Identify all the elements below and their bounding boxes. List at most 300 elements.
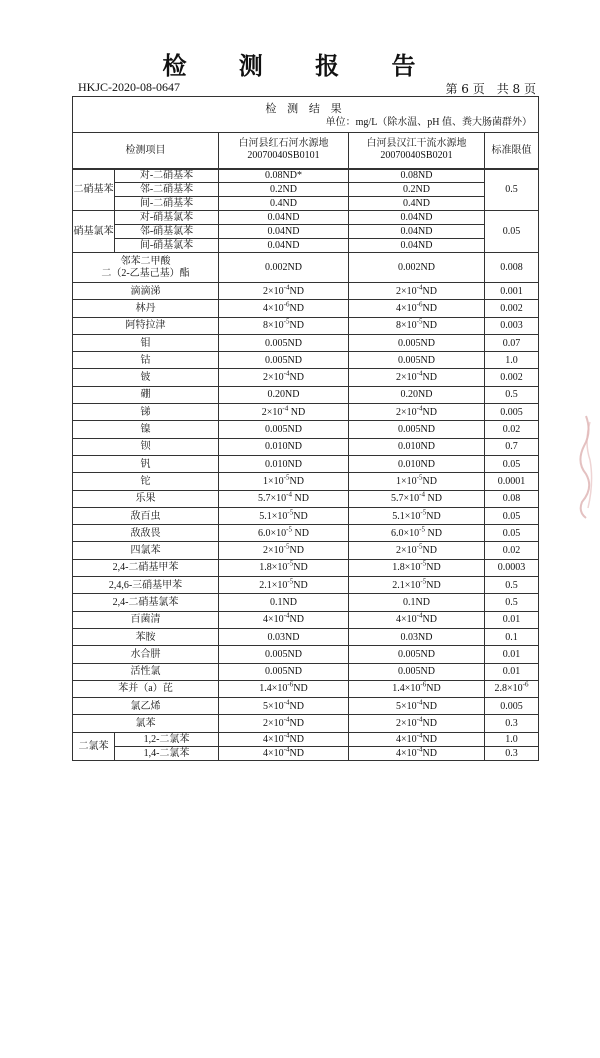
table-row: [73, 628, 539, 645]
value-site-1-suffix: ND: [289, 747, 304, 759]
value-site-1-base: 0.005ND: [265, 424, 302, 436]
value-site-2-base: 0.005ND: [398, 337, 435, 349]
value-site-2-base: 2×10: [396, 545, 417, 557]
table-row: [73, 746, 539, 760]
value-site-1-suffix: ND: [289, 475, 304, 487]
value-site-2-suffix: ND: [422, 285, 437, 297]
limit-value: 0.0003: [485, 559, 539, 576]
value-site-1-base: 2×10: [263, 545, 284, 557]
value-site-1: [219, 732, 349, 746]
table-row: [73, 594, 539, 611]
table-row: [73, 386, 539, 403]
group-label-text: 二硝基苯: [73, 184, 114, 196]
value-site-1-base: 2×10: [263, 372, 284, 384]
value-site-2-exponent: -4: [416, 404, 423, 413]
value-site-1: [219, 507, 349, 524]
value-site-1-exponent: -5: [287, 560, 294, 569]
value-site-2-base: 6.0×10: [391, 527, 420, 539]
value-site-2: [349, 746, 485, 760]
value-site-2: [349, 334, 485, 351]
table-row: [73, 525, 539, 542]
value-site-2-suffix: ND: [422, 747, 437, 759]
value-site-1: [219, 698, 349, 715]
value-site-2: 0.002ND: [349, 253, 485, 283]
item-name: 苯并（a）芘: [73, 680, 219, 697]
value-site-1: 0.04ND: [219, 225, 349, 239]
value-site-2: [349, 317, 485, 334]
item-name: 硼: [73, 386, 219, 403]
results-header-cell: [73, 97, 539, 133]
value-site-1-exponent: -5: [283, 542, 290, 551]
value-site-2-exponent: -5: [420, 560, 427, 569]
value-site-1-exponent: -5: [287, 508, 294, 517]
table-row: [73, 507, 539, 524]
value-site-2-base: 2×10: [396, 718, 417, 730]
limit-value: 0.005: [485, 698, 539, 715]
value-site-2-exponent: -5: [419, 525, 426, 534]
value-site-2: [349, 698, 485, 715]
limit-value: 0.7: [485, 438, 539, 455]
limit-value-exponent: -6: [522, 681, 529, 690]
value-site-2: [349, 507, 485, 524]
value-site-2-exponent: -4: [416, 611, 423, 620]
value-site-1: [219, 746, 349, 760]
value-site-1: [219, 559, 349, 576]
limit-value: 0.5: [485, 169, 539, 211]
value-site-2-exponent: -5: [416, 317, 423, 326]
value-site-1-base: 5×10: [263, 700, 284, 712]
value-site-1-exponent: -4: [283, 732, 290, 740]
value-site-2: [349, 628, 485, 645]
limit-value: 0.08: [485, 490, 539, 507]
value-site-2-exponent: -6: [416, 300, 423, 309]
value-site-1-suffix: ND: [289, 718, 304, 730]
value-site-1: 0.2ND: [219, 183, 349, 197]
value-site-1-base: 4×10: [263, 733, 284, 745]
table-row: [73, 225, 539, 239]
sub-item-name: 对-二硝基苯: [115, 169, 219, 183]
value-site-1: [219, 386, 349, 403]
value-site-2: [349, 663, 485, 680]
table-row: [73, 183, 539, 197]
value-site-1-base: 4×10: [263, 614, 284, 626]
value-site-2-suffix: ND: [422, 302, 437, 314]
limit-value: 0.05: [485, 525, 539, 542]
item-name: 水合肼: [73, 646, 219, 663]
item-name: 钼: [73, 334, 219, 351]
item-name-line-1: 邻苯二甲酸: [120, 255, 171, 267]
value-site-1: [219, 438, 349, 455]
table-row: [73, 421, 539, 438]
value-site-1: 0.002ND: [219, 253, 349, 283]
value-site-2-suffix: ND: [422, 545, 437, 557]
value-site-1-base: 1.8×10: [259, 562, 288, 574]
header-site-2: [349, 133, 485, 169]
value-site-1-base: 2×10: [263, 285, 284, 297]
site-1-name: 白河县红石河水源地: [238, 138, 329, 150]
value-site-2-base: 2×10: [396, 285, 417, 297]
table-row: [73, 438, 539, 455]
value-site-1-base: 0.005ND: [265, 354, 302, 366]
value-site-2-base: 4×10: [396, 614, 417, 626]
value-site-2-exponent: -4: [416, 746, 423, 754]
limit-value: 0.05: [485, 455, 539, 472]
limit-value: 0.01: [485, 646, 539, 663]
item-name: 钡: [73, 438, 219, 455]
value-site-1-base: 0.010ND: [265, 441, 302, 453]
value-site-2: [349, 352, 485, 369]
value-site-2-suffix: ND: [426, 510, 441, 522]
value-site-2-base: 1.8×10: [392, 562, 421, 574]
value-site-2: [349, 611, 485, 628]
value-site-2: [349, 404, 485, 421]
limit-value: 0.5: [485, 577, 539, 594]
results-title: 检 测 结 果: [265, 102, 346, 115]
value-site-2-suffix: ND: [425, 527, 442, 539]
value-site-1-base: 0.005ND: [265, 337, 302, 349]
value-site-2-exponent: -4: [416, 732, 423, 740]
group-label: 二氯苯: [73, 732, 115, 760]
table-row: [73, 334, 539, 351]
header-site-1: [219, 133, 349, 169]
value-site-1: [219, 404, 349, 421]
value-site-1: [219, 283, 349, 300]
value-site-1-base: 0.20ND: [267, 389, 300, 401]
value-site-2-exponent: -4: [419, 490, 426, 499]
value-site-2: [349, 421, 485, 438]
limit-value-base: 2.8×10: [494, 683, 523, 695]
value-site-1-base: 0.005ND: [265, 648, 302, 660]
table-row: [73, 239, 539, 253]
limit-value: 1.0: [485, 732, 539, 746]
value-site-1-exponent: -5: [287, 577, 294, 586]
value-site-2-base: 2×10: [396, 372, 417, 384]
value-site-2-base: 4×10: [396, 733, 417, 745]
value-site-1-suffix: ND: [289, 700, 304, 712]
table-row: [73, 490, 539, 507]
value-site-1-exponent: -5: [283, 473, 290, 482]
value-site-1: [219, 525, 349, 542]
item-name: 2,4-二硝基氯苯: [73, 594, 219, 611]
value-site-2-suffix: ND: [426, 579, 441, 591]
value-site-2-suffix: ND: [422, 475, 437, 487]
site-1-code: 20070040SB0101: [247, 150, 320, 162]
limit-value: 0.0001: [485, 473, 539, 490]
value-site-2-exponent: -4: [416, 698, 423, 707]
value-site-1-exponent: -4: [286, 490, 293, 499]
value-site-2-suffix: ND: [426, 683, 441, 695]
item-name: 氯苯: [73, 715, 219, 732]
value-site-2-base: 8×10: [396, 320, 417, 332]
value-site-2-base: 4×10: [396, 302, 417, 314]
value-site-1-exponent: -4: [283, 698, 290, 707]
value-site-1-suffix: ND: [292, 527, 309, 539]
value-site-1: [219, 577, 349, 594]
value-site-2-base: 0.010ND: [398, 441, 435, 453]
value-site-1: [219, 663, 349, 680]
value-site-2: [349, 490, 485, 507]
value-site-2: [349, 732, 485, 746]
limit-value: 0.008: [485, 253, 539, 283]
table-row: [73, 698, 539, 715]
value-site-2-base: 0.005ND: [398, 648, 435, 660]
value-site-1: [219, 455, 349, 472]
item-name: 铊: [73, 473, 219, 490]
value-site-1-suffix: ND: [293, 510, 308, 522]
page-indicator: 第 6 页 共 8 页: [445, 82, 536, 96]
limit-value: 1.0: [485, 352, 539, 369]
sub-item-name: 邻-硝基氯苯: [115, 225, 219, 239]
item-name: 敌百虫: [73, 507, 219, 524]
value-site-1-exponent: -4: [283, 746, 290, 754]
value-site-2-base: 0.005ND: [398, 666, 435, 678]
value-site-1: [219, 646, 349, 663]
value-site-1: 0.4ND: [219, 197, 349, 211]
value-site-1-base: 8×10: [263, 320, 284, 332]
value-site-1: [219, 421, 349, 438]
limit-value: [485, 680, 539, 697]
item-name: 四氯苯: [73, 542, 219, 559]
value-site-1-suffix: ND: [289, 285, 304, 297]
value-site-2: [349, 438, 485, 455]
table-row: [73, 611, 539, 628]
value-site-1-suffix: ND: [289, 302, 304, 314]
value-site-2-base: 2.1×10: [392, 579, 421, 591]
value-site-1-suffix: ND: [289, 320, 304, 332]
group-label-text: 硝基氯苯: [73, 226, 114, 237]
value-site-1: [219, 715, 349, 732]
value-site-1-suffix: ND: [289, 372, 304, 384]
limit-value: 0.5: [485, 386, 539, 403]
item-name: 铍: [73, 369, 219, 386]
table-row: [73, 197, 539, 211]
value-site-1-suffix: ND: [289, 545, 304, 557]
value-site-2: [349, 386, 485, 403]
table-row: [73, 542, 539, 559]
limit-value: 0.002: [485, 369, 539, 386]
sub-item-name: 1,4-二氯苯: [115, 746, 219, 760]
value-site-1-exponent: -6: [283, 300, 290, 309]
value-site-1-base: 4×10: [263, 302, 284, 314]
value-site-1: [219, 490, 349, 507]
site-2-code: 20070040SB0201: [380, 150, 453, 162]
table-row: [73, 577, 539, 594]
item-name: [73, 253, 219, 283]
value-site-1: [219, 542, 349, 559]
value-site-2-suffix: ND: [422, 614, 437, 626]
value-site-2-suffix: ND: [422, 372, 437, 384]
site-2-name: 白河县汉江干流水源地: [366, 138, 467, 150]
value-site-2-base: 0.005ND: [398, 424, 435, 436]
item-name: 阿特拉津: [73, 317, 219, 334]
table-row: [73, 473, 539, 490]
limit-value: 0.05: [485, 507, 539, 524]
limit-value: 0.001: [485, 283, 539, 300]
value-site-2: [349, 300, 485, 317]
value-site-1-base: 6.0×10: [258, 527, 287, 539]
limit-value: 0.07: [485, 334, 539, 351]
value-site-1: [219, 628, 349, 645]
sub-item-name: 对-硝基氯苯: [115, 211, 219, 225]
value-site-1: [219, 317, 349, 334]
limit-value: 0.05: [485, 211, 539, 253]
table-row: [73, 732, 539, 746]
value-site-1-base: 0.03ND: [267, 631, 300, 643]
value-site-2-base: 0.20ND: [400, 389, 433, 401]
value-site-2-exponent: -4: [416, 283, 423, 292]
value-site-1: [219, 334, 349, 351]
value-site-2: 0.04ND: [349, 211, 485, 225]
value-site-2-base: 4×10: [396, 747, 417, 759]
value-site-1-exponent: -4: [283, 283, 290, 292]
item-name: 2,4-二硝基甲苯: [73, 559, 219, 576]
value-site-2: 0.04ND: [349, 225, 485, 239]
value-site-2-suffix: ND: [422, 700, 437, 712]
value-site-2-base: 1.4×10: [392, 683, 421, 695]
item-name: 敌敌畏: [73, 525, 219, 542]
limit-value: 0.1: [485, 628, 539, 645]
item-name: 钴: [73, 352, 219, 369]
item-name: 氯乙烯: [73, 698, 219, 715]
item-name: 林丹: [73, 300, 219, 317]
value-site-2: [349, 559, 485, 576]
value-site-1: 0.08ND*: [219, 169, 349, 183]
value-site-2-base: 1×10: [396, 475, 417, 487]
value-site-2-base: 0.005ND: [398, 354, 435, 366]
value-site-2-exponent: -5: [420, 508, 427, 517]
value-site-1: [219, 680, 349, 697]
value-site-2: [349, 455, 485, 472]
value-site-1-exponent: -4: [283, 369, 290, 378]
limit-value: 0.02: [485, 421, 539, 438]
value-site-2: [349, 577, 485, 594]
table-row: [73, 169, 539, 183]
table-row: [73, 559, 539, 576]
item-name: 百菌清: [73, 611, 219, 628]
value-site-2: 0.08ND: [349, 169, 485, 183]
value-site-1-base: 2.1×10: [259, 579, 288, 591]
value-site-1-exponent: -4: [283, 611, 290, 620]
value-site-1-suffix: ND: [288, 406, 306, 418]
value-site-2: [349, 369, 485, 386]
limit-value: 0.003: [485, 317, 539, 334]
value-site-1-base: 2×10: [263, 718, 284, 730]
value-site-2: 0.04ND: [349, 239, 485, 253]
value-site-2: [349, 283, 485, 300]
value-site-1-suffix: ND: [292, 493, 309, 505]
value-site-1-base: 0.005ND: [265, 666, 302, 678]
value-site-1-suffix: ND: [293, 562, 308, 574]
group-label: [73, 211, 115, 253]
item-name: 苯胺: [73, 628, 219, 645]
item-name-line-2: 二（2-乙基己基）酯: [101, 267, 190, 279]
value-site-2: [349, 525, 485, 542]
value-site-1-base: 2×10: [261, 406, 283, 418]
table-row: [73, 369, 539, 386]
value-site-2-base: 2×10: [396, 406, 417, 418]
value-site-1-suffix: ND: [293, 579, 308, 591]
value-site-2-base: 5.1×10: [392, 510, 421, 522]
table-row: [73, 352, 539, 369]
value-site-1-base: 5.7×10: [258, 493, 287, 505]
limit-value: 0.01: [485, 611, 539, 628]
value-site-1-suffix: ND: [289, 733, 304, 745]
table-row: [73, 253, 539, 283]
value-site-1: 0.04ND: [219, 239, 349, 253]
value-site-2-suffix: ND: [422, 718, 437, 730]
limit-value: 0.3: [485, 746, 539, 760]
table-row: [73, 300, 539, 317]
value-site-2: [349, 646, 485, 663]
limit-value: 0.02: [485, 542, 539, 559]
limit-value: 0.3: [485, 715, 539, 732]
value-site-1-base: 0.010ND: [265, 458, 302, 470]
value-site-1-base: 0.1ND: [270, 596, 297, 608]
value-site-1: [219, 300, 349, 317]
value-site-1-suffix: ND: [293, 683, 308, 695]
value-site-2-exponent: -4: [416, 369, 423, 378]
sub-item-name: 间-二硝基苯: [115, 197, 219, 211]
value-site-2-exponent: -5: [420, 577, 427, 586]
value-site-1: [219, 594, 349, 611]
limit-value: 0.01: [485, 663, 539, 680]
sub-item-name: 1,2-二氯苯: [115, 732, 219, 746]
value-site-2: [349, 542, 485, 559]
value-site-1: [219, 369, 349, 386]
value-site-2: [349, 680, 485, 697]
header-item: 检测项目: [73, 133, 219, 169]
value-site-1-exponent: -4: [282, 404, 289, 413]
value-site-2: [349, 594, 485, 611]
table-row: [73, 455, 539, 472]
results-table: [72, 96, 539, 761]
item-name: 2,4,6-三硝基甲苯: [73, 577, 219, 594]
item-name: 镍: [73, 421, 219, 438]
value-site-1-base: 1.4×10: [259, 683, 288, 695]
document-number: HKJC-2020-08-0647: [78, 80, 180, 94]
table-row: [73, 317, 539, 334]
value-site-1: 0.04ND: [219, 211, 349, 225]
value-site-2-base: 0.010ND: [398, 458, 435, 470]
table-row: [73, 211, 539, 225]
sub-item-name: 邻-二硝基苯: [115, 183, 219, 197]
value-site-2-suffix: ND: [426, 562, 441, 574]
value-site-2: 0.4ND: [349, 197, 485, 211]
value-site-2-base: 5×10: [396, 700, 417, 712]
value-site-2-exponent: -6: [420, 681, 427, 690]
value-site-1-base: 4×10: [263, 747, 284, 759]
limit-value: 0.5: [485, 594, 539, 611]
group-label: [73, 169, 115, 211]
value-site-2-suffix: ND: [425, 493, 442, 505]
value-site-2-base: 0.1ND: [403, 596, 430, 608]
value-site-1-base: 1×10: [263, 475, 284, 487]
value-site-2: 0.2ND: [349, 183, 485, 197]
value-site-1-exponent: -6: [287, 681, 294, 690]
report-title: 检 测 报 告: [162, 51, 438, 80]
value-site-1: [219, 352, 349, 369]
value-site-1-exponent: -5: [286, 525, 293, 534]
value-site-2-exponent: -5: [416, 542, 423, 551]
value-site-1-base: 5.1×10: [259, 510, 288, 522]
item-name: 锑: [73, 404, 219, 421]
value-site-2: [349, 715, 485, 732]
value-site-2-suffix: ND: [422, 320, 437, 332]
value-site-1-suffix: ND: [289, 614, 304, 626]
header-limit: 标准限值: [485, 133, 539, 169]
stamp-edge-mark: [572, 412, 594, 522]
value-site-2-exponent: -4: [416, 715, 423, 724]
